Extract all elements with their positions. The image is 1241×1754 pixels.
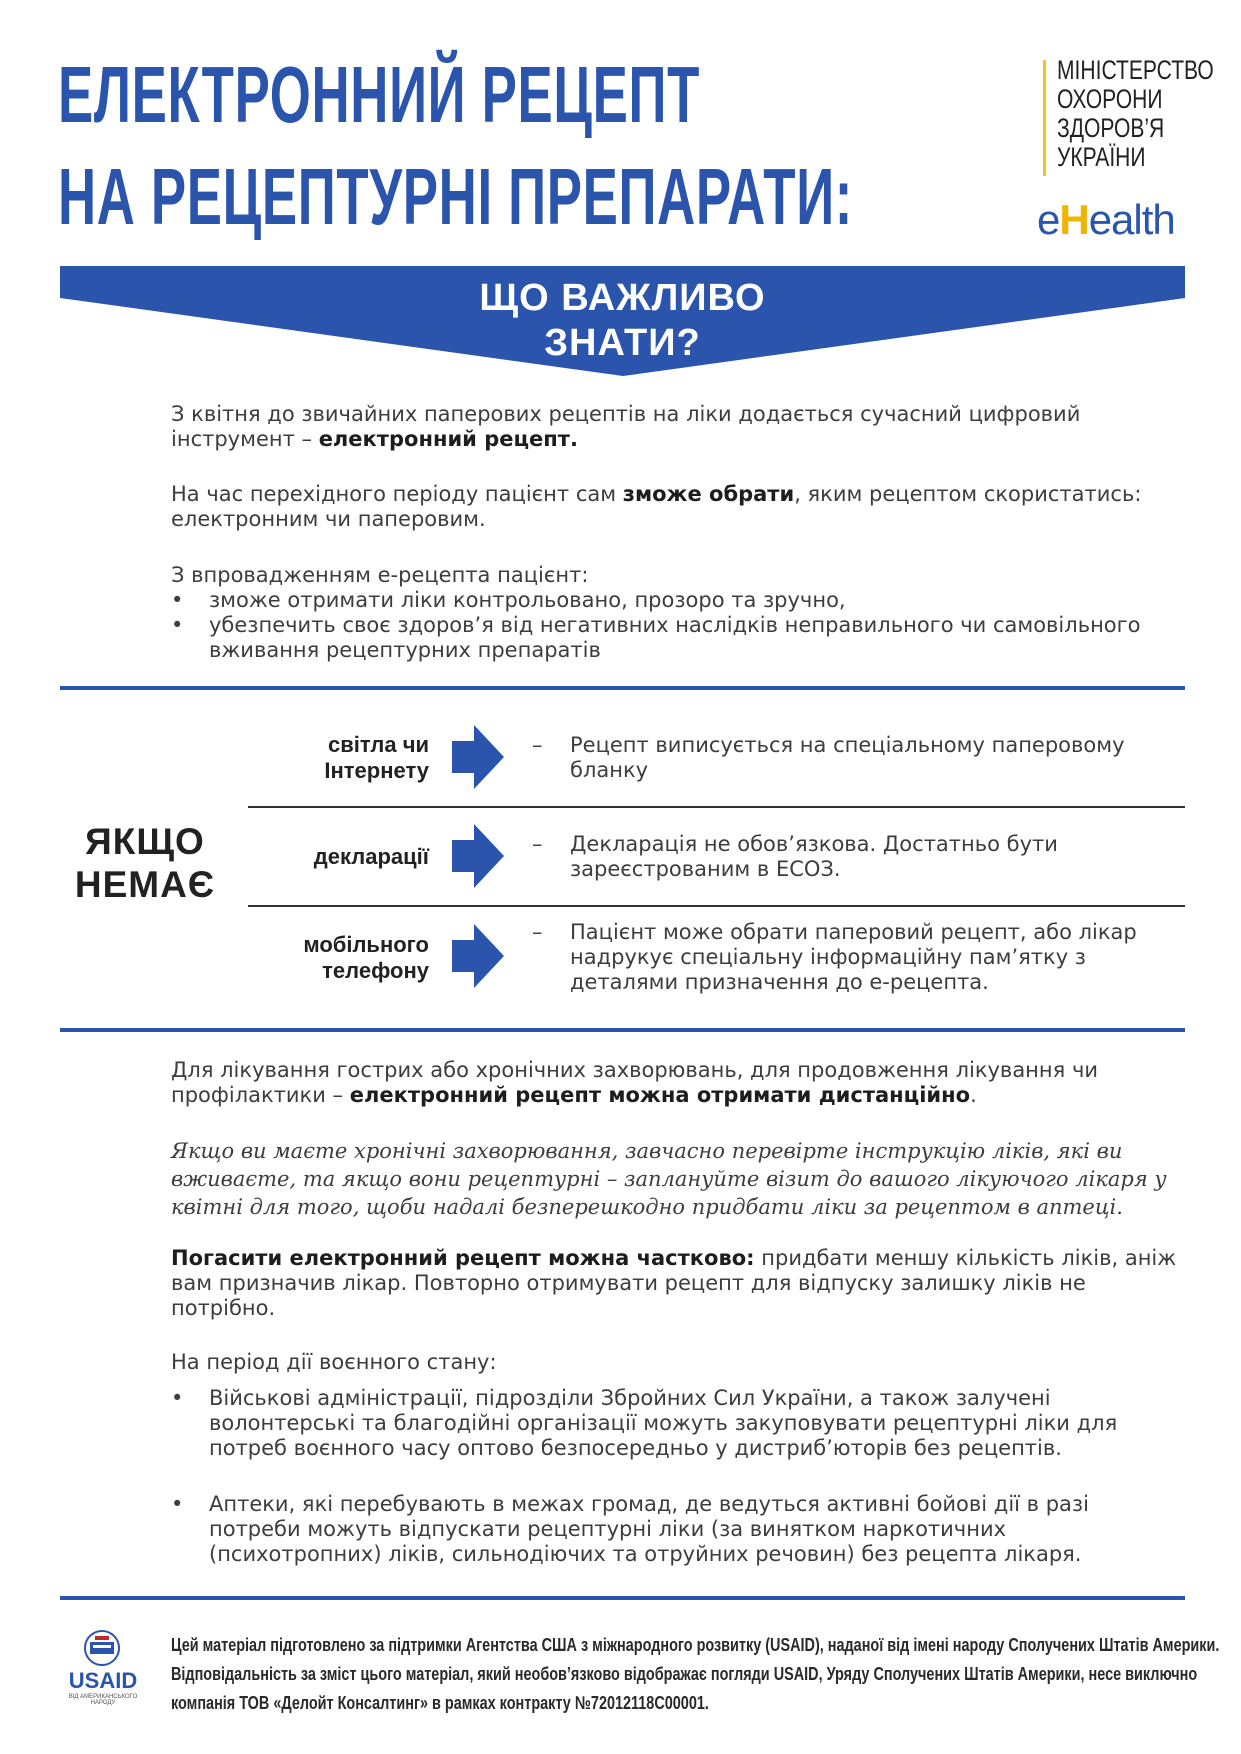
details-bullet-2-text: Аптеки, які перебувають в межах громад, де ведуться активні бойові дії в разі потреби можуть відпускати рецептурні ліки (за винятком наркотичних (психотропних) ліків, сильнодіючих та отруйних речовин) без рецепта лікаря. [209,1492,1089,1566]
row-divider [248,905,1185,907]
title-line-1: ЕЛЕКТРОННИЙ РЕЦЕПТ [58,50,701,139]
ehealth-logo-h: H [1059,196,1089,243]
ehealth-logo-rest: ealth [1088,196,1175,243]
divider-footer [60,1596,1185,1600]
ministry-line-2: ОХОРОНИ [1057,84,1163,114]
divider-bottom [60,1028,1185,1032]
ministry-line-4: УКРАЇНИ [1057,142,1146,172]
bullet-dot: • [171,1492,184,1516]
intro-bullet-2-text: убезпечить своє здоров’я від негативних наслідків неправильного чи самовільного вживання рецептурних препаратів [209,613,1141,662]
arrow-right-icon [452,924,504,988]
arrow-right-icon [452,824,504,888]
condition-dash: – [532,832,543,856]
details-p1-text: Для лікування гострих або хронічних захворювань, для продовження лікування чи профілактики – [171,1058,1099,1107]
details-bullet-2 [171,1492,1181,1567]
page-title [58,44,854,248]
usaid-logo-subtext: ВІД АМЕРИКАНСЬКОГО НАРОДУ [68,1694,138,1706]
banner-text [60,276,1185,366]
condition-label-declaration: декларації [313,844,429,869]
ehealth-logo [1037,196,1175,244]
condition-dash: – [532,733,543,757]
intro-p2-text-b: , яким рецептом скористатись: електронним чи паперовим. [171,482,1142,531]
bullet-dot: • [171,1386,184,1410]
details-p1-end: . [970,1083,977,1107]
intro-bullet-1-text: зможе отримати ліки контрольовано, прозоро та зручно, [209,588,846,612]
condition-label-phone: мобільного телефону [303,932,429,983]
condition-label-internet: світла чи Інтернету [324,732,429,783]
details-paragraph-4: На період дії воєнного стану: [171,1350,497,1374]
ehealth-logo-e: e [1037,196,1060,243]
intro-p2-bold: зможе обрати [622,482,795,506]
footer-disclaimer [171,1630,1220,1717]
intro-paragraph-1 [171,402,1181,452]
bullet-dot: • [171,613,184,637]
conditions-heading [60,820,230,906]
details-paragraph-2-italic: Якщо ви маєте хронічні захворювання, завчасно перевірте інструкцію ліків, які ви вживаєте, та якщо вони рецептурні – заплануйте візит до вашого лікуючого лікаря у квітні для того, щоби надалі безперешкодно придбати ліки за рецептом в аптеці. [171,1139,1167,1219]
footer-line-2: Відповідальність за зміст цього матеріал, який необов’язково відображає погляди USAID, Уряду Сполучених Штатів Америки, несе виключно [171,1663,1198,1684]
footer-line-3: компанія ТОВ «Делойт Консалтинг» в рамках контракту №72012118С00001. [171,1692,709,1713]
details-paragraph-1 [171,1058,1181,1108]
intro-bullet-2 [171,613,1181,663]
ministry-line-3: ЗДОРОВ’Я [1057,113,1165,143]
intro-paragraph-3: З впровадженням е-рецепта пацієнт: [171,563,589,587]
row-divider [248,806,1185,808]
details-paragraph-3 [171,1246,1181,1321]
footer-line-1: Цей матеріал підготовлено за підтримки Агентства США з міжнародного розвитку (USAID), наданої від імені народу Сполучених Штатів Америки. [171,1634,1220,1655]
intro-paragraph-2 [171,482,1181,532]
conditions-heading-line-1: ЯКЩО [85,821,205,862]
ministry-logo-bar [1043,60,1046,176]
condition-text-phone: Пацієнт може обрати паперовий рецепт, або лікар надрукує спеціальну інформаційну пам’ятку з деталями призначення до е-рецепта. [570,920,1137,994]
details-p3-bold: Погасити електронний рецепт можна частково: [171,1246,755,1270]
details-p3-text: придбати меншу кількість ліків, аніж вам призначив лікар. Повторно отримувати рецепт для відпуску залишку ліків не потрібно. [171,1246,1177,1320]
ministry-line-1: МІНІСТЕРСТВО [1057,55,1214,85]
intro-p2-text-a: На час перехідного періоду пацієнт сам [171,482,623,506]
condition-text-internet: Рецепт виписується на спеціальному паперовому бланку [570,733,1125,782]
details-bullet-1-text: Військові адміністрації, підрозділи Збройних Сил України, а також залучені волонтерські та благодійні організації можуть закуповувати рецептурні ліки для потреб воєнного часу оптово безпосередньо у дистриб’юторів без рецептів. [209,1386,1118,1460]
banner-line-2: ЗНАТИ? [544,322,701,364]
usaid-logo-text: USAID [68,1668,138,1693]
intro-p1-bold: електронний рецепт. [318,427,578,451]
section-banner [60,266,1185,376]
arrow-right-icon [452,725,504,789]
intro-bullet-1 [171,588,1181,613]
banner-line-1: ЩО ВАЖЛИВО [479,277,766,319]
details-bullet-1 [171,1386,1181,1461]
intro-p1-text: З квітня до звичайних паперових рецептів на ліки додається сучасний цифровий інструмент – [171,402,1081,451]
divider-top [60,686,1185,690]
condition-text-declaration: Декларація не обов’язкова. Достатньо бути зареєстрованим в ЕСОЗ. [570,832,1058,881]
condition-dash: – [532,920,543,944]
bullet-dot: • [171,588,184,612]
usaid-logo [60,1628,150,1708]
title-line-2: НА РЕЦЕПТУРНІ ПРЕПАРАТИ: [58,152,854,241]
details-p1-bold: електронний рецепт можна отримати дистанційно [349,1083,971,1107]
conditions-heading-line-2: НЕМАЄ [74,864,216,905]
